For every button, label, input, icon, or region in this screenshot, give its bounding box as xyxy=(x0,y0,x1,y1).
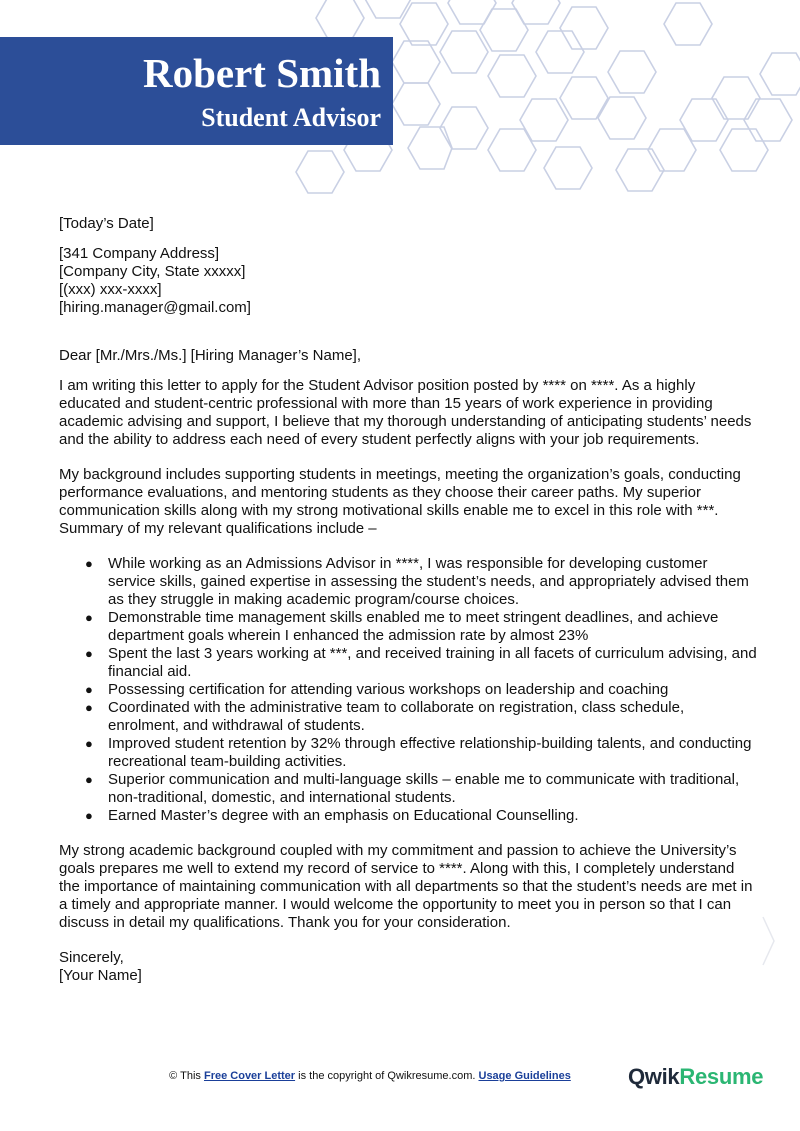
bullet-icon: ● xyxy=(85,700,93,715)
list-item xyxy=(59,681,759,699)
list-item-text: Earned Master’s degree with an emphasis on Educational Counselling. xyxy=(108,807,579,824)
signature-name: [Your Name] xyxy=(59,967,142,984)
list-item-text: Demonstrable time management skills enabled me to meet stringent deadlines, and achieve department goals wherein I enhanced the admission rate by almost 23% xyxy=(108,609,719,644)
qwikresume-logo xyxy=(628,1064,763,1090)
usage-guidelines-link[interactable]: Usage Guidelines xyxy=(478,1070,571,1082)
list-item xyxy=(59,555,759,609)
list-item-text: Possessing certification for attending various workshops on leadership and coaching xyxy=(108,681,669,698)
list-item-text: While working as an Admissions Advisor in ****, I was responsible for developing customer service skills, gained expertise in assessing the student’s needs, and appropriately advised them as they struggle in making academic program/course choices. xyxy=(108,555,749,608)
free-cover-letter-link[interactable]: Free Cover Letter xyxy=(203,1070,296,1082)
bullet-icon: ● xyxy=(85,646,93,661)
applicant-job-title: Student Advisor xyxy=(201,103,381,132)
bullet-icon: ● xyxy=(85,682,93,697)
address-line: [(xxx) xxx-xxxx] xyxy=(59,281,162,298)
list-item xyxy=(59,609,759,645)
paragraph-closing: My strong academic background coupled with my commitment and passion to achieve the University’s goals prepares me well to extend my record of service to ****. Along with this, I completely understand the importance of maintaining communication with all departments so that the student’s needs are met in a timely and appropriate manner. I would welcome the opportunity to meet you in person so that I can discuss in detail my qualifications. Thank you for your consideration. xyxy=(59,842,753,931)
list-item-text: Superior communication and multi-language skills – enable me to communicate with traditional, non-traditional, domestic, and international students. xyxy=(108,771,740,806)
bullet-icon: ● xyxy=(85,772,93,787)
bullet-icon: ● xyxy=(85,556,93,571)
paragraph-intro: I am writing this letter to apply for the Student Advisor position posted by **** on ****. As a highly educated and student-centric professional with more than 15 years of work experience in providing academic advising and support, I believe that my thorough understanding of anticipating students’ needs and the ability to address each need of every student perfectly aligns with your job requirements. xyxy=(59,377,752,448)
header-banner xyxy=(0,37,393,145)
qualifications-list xyxy=(59,555,759,825)
bullet-icon: ● xyxy=(85,610,93,625)
address-line: [341 Company Address] xyxy=(59,245,220,262)
paragraph-background: My background includes supporting students in meetings, meeting the organization’s goals, conducting performance evaluations, and mentoring students as they choose their career paths. My superior communication skills along with my strong motivational skills enable me to excel in this role with ***. Summary of my relevant qualifications include – xyxy=(59,466,741,537)
bullet-icon: ● xyxy=(85,808,93,823)
salutation: Dear [Mr./Mrs./Ms.] [Hiring Manager’s Name], xyxy=(59,347,362,364)
address-line: [Company City, State xxxxx] xyxy=(59,263,246,280)
logo-part-resume: Resume xyxy=(679,1064,764,1089)
list-item xyxy=(59,771,759,807)
closing-phrase: Sincerely, xyxy=(59,949,124,966)
logo-part-qwik: Qwik xyxy=(628,1064,680,1089)
list-item-text: Improved student retention by 32% through effective relationship-building talents, and conducting recreational team-building activities. xyxy=(108,735,752,770)
list-item-text: Spent the last 3 years working at ***, and received training in all facets of curriculum advising, and financial aid. xyxy=(108,645,757,680)
list-item xyxy=(59,807,759,825)
footer-prefix: © This xyxy=(169,1070,201,1082)
list-item xyxy=(59,699,759,735)
applicant-name: Robert Smith xyxy=(142,50,381,96)
bullet-icon: ● xyxy=(85,736,93,751)
cover-letter-body xyxy=(59,215,759,985)
list-item xyxy=(59,645,759,681)
recipient-address-block xyxy=(59,245,759,317)
chevron-right-icon xyxy=(760,915,776,967)
list-item-text: Coordinated with the administrative team to collaborate on registration, class schedule, enrolment, and withdrawal of students. xyxy=(108,699,685,734)
address-line: [hiring.manager@gmail.com] xyxy=(59,299,251,316)
letter-date: [Today’s Date] xyxy=(59,215,154,232)
list-item xyxy=(59,735,759,771)
footer-middle-text: is the copyright of Qwikresume.com. xyxy=(298,1070,476,1082)
